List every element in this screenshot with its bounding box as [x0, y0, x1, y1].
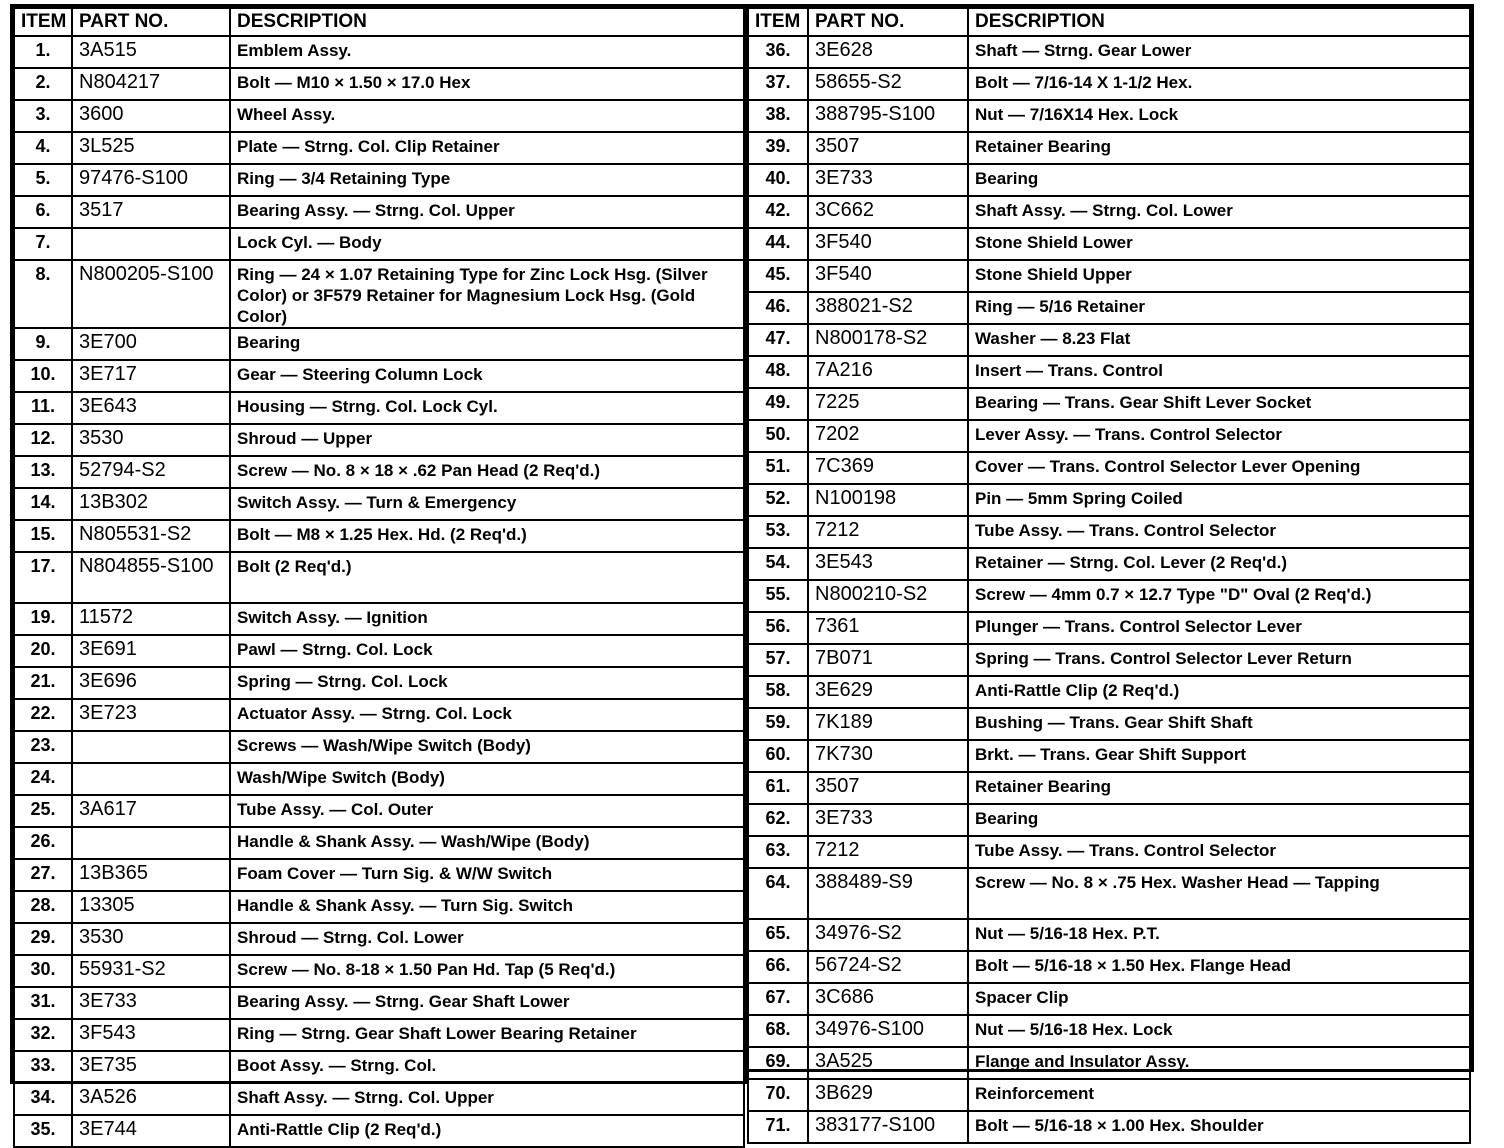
item-cell: 26. — [14, 827, 72, 859]
description-cell: Bolt — 5/16-18 × 1.00 Hex. Shoulder — [968, 1111, 1470, 1143]
table-row — [14, 488, 744, 520]
description-cell: Tube Assy. — Trans. Control Selector — [968, 836, 1470, 868]
part-number-cell: 3E643 — [72, 392, 230, 424]
table-row — [748, 676, 1470, 708]
description-cell: Shroud — Strng. Col. Lower — [230, 923, 744, 955]
table-row — [748, 324, 1470, 356]
description-cell: Stone Shield Upper — [968, 260, 1470, 292]
table-row — [14, 520, 744, 552]
description-cell: Plate — Strng. Col. Clip Retainer — [230, 132, 744, 164]
description-cell: Nut — 5/16-18 Hex. P.T. — [968, 919, 1470, 951]
part-number-cell: 3F540 — [808, 260, 968, 292]
description-cell: Retainer — Strng. Col. Lever (2 Req'd.) — [968, 548, 1470, 580]
item-cell: 69. — [748, 1047, 808, 1079]
item-cell: 64. — [748, 868, 808, 919]
description-cell: Ring — 24 × 1.07 Retaining Type for Zinc Lock Hsg. (Silver Color) or 3F579 Retainer for Magnesium Lock Hsg. (Gold Color) — [230, 260, 744, 328]
description-cell: Bearing — [968, 804, 1470, 836]
description-cell: Lever Assy. — Trans. Control Selector — [968, 420, 1470, 452]
item-cell: 71. — [748, 1111, 808, 1143]
description-cell: Nut — 5/16-18 Hex. Lock — [968, 1015, 1470, 1047]
description-cell: Bolt (2 Req'd.) — [230, 552, 744, 603]
item-cell: 33. — [14, 1051, 72, 1083]
item-cell: 20. — [14, 635, 72, 667]
part-number-cell: N804855-S100 — [72, 552, 230, 603]
description-cell: Bolt — M10 × 1.50 × 17.0 Hex — [230, 68, 744, 100]
part-number-cell: 3E733 — [808, 164, 968, 196]
table-row — [14, 100, 744, 132]
description-cell: Switch Assy. — Turn & Emergency — [230, 488, 744, 520]
description-cell: Shroud — Upper — [230, 424, 744, 456]
header-item: ITEM — [748, 8, 808, 36]
table-row — [748, 516, 1470, 548]
item-cell: 59. — [748, 708, 808, 740]
description-cell: Bearing — Trans. Gear Shift Lever Socket — [968, 388, 1470, 420]
table-row — [14, 955, 744, 987]
table-row — [748, 1047, 1470, 1079]
part-number-cell: 3C662 — [808, 196, 968, 228]
description-cell: Bearing — [230, 328, 744, 360]
table-row — [14, 763, 744, 795]
table-row — [14, 635, 744, 667]
header-item: ITEM — [14, 8, 72, 36]
table-row — [748, 1111, 1470, 1143]
table-row — [14, 196, 744, 228]
item-cell: 5. — [14, 164, 72, 196]
part-number-cell — [72, 827, 230, 859]
description-cell: Anti-Rattle Clip (2 Req'd.) — [230, 1115, 744, 1147]
header-description: DESCRIPTION — [230, 8, 744, 36]
item-cell: 51. — [748, 452, 808, 484]
part-number-cell: N805531-S2 — [72, 520, 230, 552]
item-cell: 36. — [748, 36, 808, 68]
item-cell: 70. — [748, 1079, 808, 1111]
part-number-cell: 388489-S9 — [808, 868, 968, 919]
part-number-cell: 7361 — [808, 612, 968, 644]
item-cell: 7. — [14, 228, 72, 260]
description-cell: Wheel Assy. — [230, 100, 744, 132]
item-cell: 39. — [748, 132, 808, 164]
table-row — [748, 356, 1470, 388]
parts-table-left — [10, 4, 748, 1140]
item-cell: 34. — [14, 1083, 72, 1115]
item-cell: 61. — [748, 772, 808, 804]
item-cell: 31. — [14, 987, 72, 1019]
description-cell: Lock Cyl. — Body — [230, 228, 744, 260]
table-row — [14, 1019, 744, 1051]
part-number-cell: 3E691 — [72, 635, 230, 667]
item-cell: 67. — [748, 983, 808, 1015]
part-number-cell: 3A617 — [72, 795, 230, 827]
table-row — [14, 923, 744, 955]
header-part-no: PART NO. — [808, 8, 968, 36]
part-number-cell: 388021-S2 — [808, 292, 968, 324]
header-row — [14, 8, 744, 36]
description-cell: Wash/Wipe Switch (Body) — [230, 763, 744, 795]
description-cell: Flange and Insulator Assy. — [968, 1047, 1470, 1079]
table-row — [748, 868, 1470, 919]
item-cell: 29. — [14, 923, 72, 955]
table-row — [14, 228, 744, 260]
part-number-cell: N800205-S100 — [72, 260, 230, 328]
part-number-cell: 56724-S2 — [808, 951, 968, 983]
description-cell: Brkt. — Trans. Gear Shift Support — [968, 740, 1470, 772]
part-number-cell: 55931-S2 — [72, 955, 230, 987]
part-number-cell: 3E735 — [72, 1051, 230, 1083]
left-table-body — [14, 36, 744, 1147]
part-number-cell: 7C369 — [808, 452, 968, 484]
item-cell: 24. — [14, 763, 72, 795]
item-cell: 68. — [748, 1015, 808, 1047]
description-cell: Tube Assy. — Trans. Control Selector — [968, 516, 1470, 548]
table-row — [14, 132, 744, 164]
part-number-cell: N804217 — [72, 68, 230, 100]
table-row — [14, 987, 744, 1019]
item-cell: 47. — [748, 324, 808, 356]
item-cell: 38. — [748, 100, 808, 132]
table-row — [748, 36, 1470, 68]
item-cell: 8. — [14, 260, 72, 328]
description-cell: Shaft Assy. — Strng. Col. Upper — [230, 1083, 744, 1115]
part-number-cell: 3E629 — [808, 676, 968, 708]
item-cell: 13. — [14, 456, 72, 488]
description-cell: Housing — Strng. Col. Lock Cyl. — [230, 392, 744, 424]
description-cell: Screw — 4mm 0.7 × 12.7 Type "D" Oval (2 Req'd.) — [968, 580, 1470, 612]
parts-table-right — [744, 4, 1474, 1136]
item-cell: 11. — [14, 392, 72, 424]
table-row — [14, 827, 744, 859]
table-row — [748, 164, 1470, 196]
part-number-cell: 7225 — [808, 388, 968, 420]
item-cell: 45. — [748, 260, 808, 292]
description-cell: Boot Assy. — Strng. Col. — [230, 1051, 744, 1083]
part-number-cell: 3A525 — [808, 1047, 968, 1079]
part-number-cell: 3530 — [72, 923, 230, 955]
item-cell: 22. — [14, 699, 72, 731]
item-cell: 52. — [748, 484, 808, 516]
item-cell: 48. — [748, 356, 808, 388]
description-cell: Reinforcement — [968, 1079, 1470, 1111]
description-cell: Foam Cover — Turn Sig. & W/W Switch — [230, 859, 744, 891]
part-number-cell — [72, 228, 230, 260]
table-row — [748, 228, 1470, 260]
description-cell: Bearing — [968, 164, 1470, 196]
right-table-body — [748, 36, 1470, 1143]
description-cell: Retainer Bearing — [968, 772, 1470, 804]
item-cell: 44. — [748, 228, 808, 260]
item-cell: 4. — [14, 132, 72, 164]
item-cell: 12. — [14, 424, 72, 456]
table-row — [748, 292, 1470, 324]
item-cell: 15. — [14, 520, 72, 552]
part-number-cell — [72, 731, 230, 763]
description-cell: Bolt — M8 × 1.25 Hex. Hd. (2 Req'd.) — [230, 520, 744, 552]
part-number-cell: 7K189 — [808, 708, 968, 740]
part-number-cell: 58655-S2 — [808, 68, 968, 100]
part-number-cell: 3E723 — [72, 699, 230, 731]
table-row — [14, 36, 744, 68]
item-cell: 23. — [14, 731, 72, 763]
description-cell: Anti-Rattle Clip (2 Req'd.) — [968, 676, 1470, 708]
description-cell: Shaft — Strng. Gear Lower — [968, 36, 1470, 68]
description-cell: Screw — No. 8-18 × 1.50 Pan Hd. Tap (5 Req'd.) — [230, 955, 744, 987]
description-cell: Ring — Strng. Gear Shaft Lower Bearing Retainer — [230, 1019, 744, 1051]
item-cell: 17. — [14, 552, 72, 603]
table-row — [748, 740, 1470, 772]
description-cell: Screws — Wash/Wipe Switch (Body) — [230, 731, 744, 763]
item-cell: 63. — [748, 836, 808, 868]
item-cell: 21. — [14, 667, 72, 699]
part-number-cell: 3F543 — [72, 1019, 230, 1051]
part-number-cell: 3600 — [72, 100, 230, 132]
table-row — [748, 612, 1470, 644]
part-number-cell: 388795-S100 — [808, 100, 968, 132]
table-row — [748, 452, 1470, 484]
item-cell: 37. — [748, 68, 808, 100]
part-number-cell: 3F540 — [808, 228, 968, 260]
part-number-cell: 7A216 — [808, 356, 968, 388]
table-row — [748, 1079, 1470, 1111]
item-cell: 32. — [14, 1019, 72, 1051]
part-number-cell: 7B071 — [808, 644, 968, 676]
part-number-cell: 7212 — [808, 836, 968, 868]
part-number-cell: 3C686 — [808, 983, 968, 1015]
item-cell: 6. — [14, 196, 72, 228]
part-number-cell: 3A526 — [72, 1083, 230, 1115]
part-number-cell: N800178-S2 — [808, 324, 968, 356]
description-cell: Handle & Shank Assy. — Wash/Wipe (Body) — [230, 827, 744, 859]
part-number-cell: 3E696 — [72, 667, 230, 699]
table-row — [14, 891, 744, 923]
description-cell: Washer — 8.23 Flat — [968, 324, 1470, 356]
item-cell: 55. — [748, 580, 808, 612]
description-cell: Tube Assy. — Col. Outer — [230, 795, 744, 827]
part-number-cell: 3517 — [72, 196, 230, 228]
part-number-cell: 3E733 — [72, 987, 230, 1019]
description-cell: Stone Shield Lower — [968, 228, 1470, 260]
description-cell: Actuator Assy. — Strng. Col. Lock — [230, 699, 744, 731]
item-cell: 46. — [748, 292, 808, 324]
part-number-cell: 3507 — [808, 772, 968, 804]
part-number-cell: 7202 — [808, 420, 968, 452]
item-cell: 60. — [748, 740, 808, 772]
part-number-cell: 11572 — [72, 603, 230, 635]
part-number-cell: 13B302 — [72, 488, 230, 520]
item-cell: 57. — [748, 644, 808, 676]
table-row — [748, 484, 1470, 516]
table-row — [14, 731, 744, 763]
description-cell: Bearing Assy. — Strng. Gear Shaft Lower — [230, 987, 744, 1019]
part-number-cell: 3L525 — [72, 132, 230, 164]
table-row — [14, 68, 744, 100]
part-number-cell: 3A515 — [72, 36, 230, 68]
description-cell: Plunger — Trans. Control Selector Lever — [968, 612, 1470, 644]
item-cell: 66. — [748, 951, 808, 983]
part-number-cell: 34976-S100 — [808, 1015, 968, 1047]
item-cell: 2. — [14, 68, 72, 100]
table-row — [748, 644, 1470, 676]
item-cell: 14. — [14, 488, 72, 520]
table-row — [748, 836, 1470, 868]
part-number-cell: 3E733 — [808, 804, 968, 836]
table-row — [14, 456, 744, 488]
item-cell: 53. — [748, 516, 808, 548]
item-cell: 27. — [14, 859, 72, 891]
table-row — [748, 548, 1470, 580]
table-row — [14, 603, 744, 635]
item-cell: 65. — [748, 919, 808, 951]
item-cell: 49. — [748, 388, 808, 420]
part-number-cell: 13305 — [72, 891, 230, 923]
table-row — [14, 328, 744, 360]
table-row — [14, 260, 744, 328]
table-row — [14, 164, 744, 196]
header-row — [748, 8, 1470, 36]
table-row — [748, 1015, 1470, 1047]
item-cell: 25. — [14, 795, 72, 827]
description-cell: Handle & Shank Assy. — Turn Sig. Switch — [230, 891, 744, 923]
description-cell: Pin — 5mm Spring Coiled — [968, 484, 1470, 516]
item-cell: 56. — [748, 612, 808, 644]
table-row — [748, 951, 1470, 983]
table-row — [748, 708, 1470, 740]
description-cell: Screw — No. 8 × 18 × .62 Pan Head (2 Req'd.) — [230, 456, 744, 488]
part-number-cell: 7K730 — [808, 740, 968, 772]
description-cell: Ring — 3/4 Retaining Type — [230, 164, 744, 196]
table-row — [14, 392, 744, 424]
table-row — [748, 580, 1470, 612]
item-cell: 19. — [14, 603, 72, 635]
description-cell: Spring — Trans. Control Selector Lever Return — [968, 644, 1470, 676]
part-number-cell: N100198 — [808, 484, 968, 516]
item-cell: 58. — [748, 676, 808, 708]
part-number-cell: 34976-S2 — [808, 919, 968, 951]
table-row — [748, 919, 1470, 951]
part-number-cell: 3530 — [72, 424, 230, 456]
item-cell: 40. — [748, 164, 808, 196]
part-number-cell: 13B365 — [72, 859, 230, 891]
part-number-cell: 3E543 — [808, 548, 968, 580]
item-cell: 42. — [748, 196, 808, 228]
item-cell: 35. — [14, 1115, 72, 1147]
table-row — [748, 68, 1470, 100]
description-cell: Bearing Assy. — Strng. Col. Upper — [230, 196, 744, 228]
part-number-cell: 3507 — [808, 132, 968, 164]
description-cell: Bolt — 5/16-18 × 1.50 Hex. Flange Head — [968, 951, 1470, 983]
table-row — [14, 552, 744, 603]
part-number-cell: 383177-S100 — [808, 1111, 968, 1143]
description-cell: Emblem Assy. — [230, 36, 744, 68]
item-cell: 3. — [14, 100, 72, 132]
description-cell: Shaft Assy. — Strng. Col. Lower — [968, 196, 1470, 228]
table-row — [14, 424, 744, 456]
table-row — [748, 132, 1470, 164]
description-cell: Switch Assy. — Ignition — [230, 603, 744, 635]
table-row — [748, 388, 1470, 420]
part-number-cell: 52794-S2 — [72, 456, 230, 488]
description-cell: Spring — Strng. Col. Lock — [230, 667, 744, 699]
part-number-cell: 3E628 — [808, 36, 968, 68]
description-cell: Retainer Bearing — [968, 132, 1470, 164]
table-row — [14, 859, 744, 891]
description-cell: Bolt — 7/16-14 X 1-1/2 Hex. — [968, 68, 1470, 100]
part-number-cell: 3E744 — [72, 1115, 230, 1147]
description-cell: Pawl — Strng. Col. Lock — [230, 635, 744, 667]
description-cell: Ring — 5/16 Retainer — [968, 292, 1470, 324]
item-cell: 28. — [14, 891, 72, 923]
part-number-cell: 3E717 — [72, 360, 230, 392]
table-row — [748, 196, 1470, 228]
header-part-no: PART NO. — [72, 8, 230, 36]
item-cell: 50. — [748, 420, 808, 452]
table-row — [748, 983, 1470, 1015]
description-cell: Spacer Clip — [968, 983, 1470, 1015]
description-cell: Cover — Trans. Control Selector Lever Opening — [968, 452, 1470, 484]
description-cell: Nut — 7/16X14 Hex. Lock — [968, 100, 1470, 132]
item-cell: 54. — [748, 548, 808, 580]
table-row — [14, 667, 744, 699]
item-cell: 62. — [748, 804, 808, 836]
table-row — [748, 772, 1470, 804]
table-row — [748, 420, 1470, 452]
description-cell: Gear — Steering Column Lock — [230, 360, 744, 392]
table-row — [748, 260, 1470, 292]
item-cell: 1. — [14, 36, 72, 68]
part-number-cell — [72, 763, 230, 795]
part-number-cell: 3B629 — [808, 1079, 968, 1111]
item-cell: 9. — [14, 328, 72, 360]
table-row — [14, 699, 744, 731]
table-row — [14, 1051, 744, 1083]
table-row — [748, 100, 1470, 132]
part-number-cell: 7212 — [808, 516, 968, 548]
description-cell: Insert — Trans. Control — [968, 356, 1470, 388]
description-cell: Bushing — Trans. Gear Shift Shaft — [968, 708, 1470, 740]
item-cell: 30. — [14, 955, 72, 987]
table-row — [14, 1115, 744, 1147]
item-cell: 10. — [14, 360, 72, 392]
part-number-cell: N800210-S2 — [808, 580, 968, 612]
header-description: DESCRIPTION — [968, 8, 1470, 36]
part-number-cell: 97476-S100 — [72, 164, 230, 196]
part-number-cell: 3E700 — [72, 328, 230, 360]
table-row — [14, 795, 744, 827]
description-cell: Screw — No. 8 × .75 Hex. Washer Head — Tapping — [968, 868, 1470, 919]
table-row — [14, 360, 744, 392]
table-row — [748, 804, 1470, 836]
